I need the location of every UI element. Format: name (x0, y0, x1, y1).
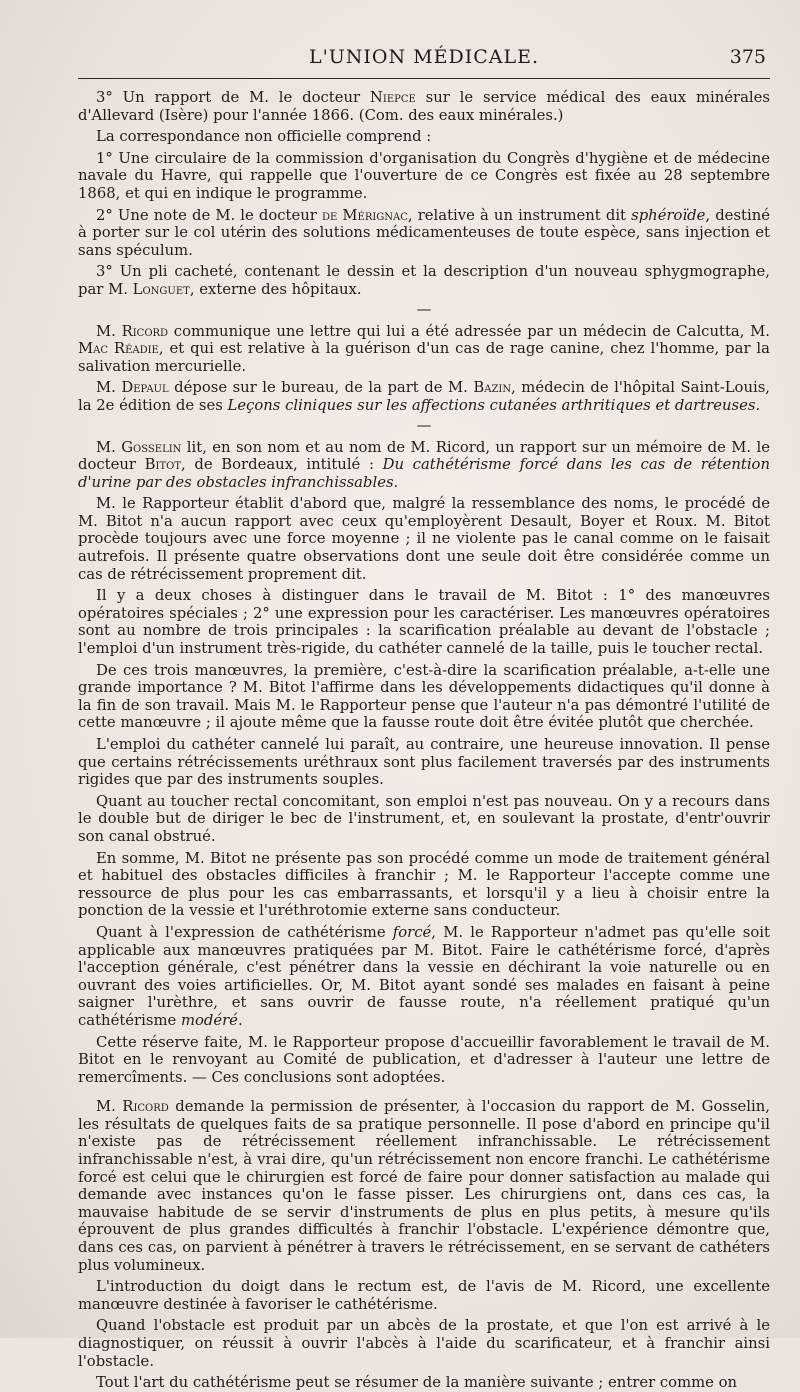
paragraph: Tout l'art du cathétérisme peut se résumer de la manière suivante ; entrer comme on (96, 1374, 738, 1392)
running-header (78, 44, 770, 79)
paragraph: L'introduction du doigt dans le rectum est, de l'avis de M. Ricord, une excellente manœuvre destinée à favoriser le cathétérisme. (78, 1278, 770, 1313)
section-separator: — (416, 300, 432, 318)
paragraph: M. le Rapporteur établit d'abord que, malgré la ressemblance des noms, le procédé de M. Bitot n'a aucun rapport avec ceux qu'employèrent Desault, Boyer et Roux. M. Bitot procède toujours avec une force moyenne ; il ne violente pas le canal comme on le faisait autrefois. Il présente quatre observations dont une seule doit être considérée comme un cas de rétrécissement proprement dit. (78, 495, 770, 583)
paragraph: 2° Une note de M. le docteur de Mérignac, relative à un instrument dit sphéroïde, destiné à porter sur le col utérin des solutions médicamenteuses de toute espèce, sans injection et sans spéculum. (78, 206, 770, 259)
paragraph: M. Ricord demande la permission de présenter, à l'occasion du rapport de M. Gosselin, les résultats de quelques faits de sa pratique personnelle. Il pose d'abord en principe qu'il n'existe pas de rétrécissement réellement infranchissable. Le rétrécissement infranchissable n'est, à vrai dire, qu'un rétrécissement non encore franchi. Le cathétérisme forcé est celui que le chirurgien est forcé de faire pour donner satisfaction au malade qui demande avec instances qu'on le fasse pisser. Les chirurgiens ont, dans ces cas, la mauvaise habitude de se servir d'instruments de plus en plus petits, à mesure qu'ils éprouvent de plus grandes difficultés à franchir l'obstacle. L'expérience démontre que, dans ces cas, on parvient à pénétrer à travers le rétrécissement, en se servant de cathéters plus volumineux. (78, 1098, 770, 1274)
journal-title: L'UNION MÉDICALE. (308, 46, 540, 68)
paragraph: Cette réserve faite, M. le Rapporteur propose d'accueillir favorablement le travail de M. Bitot en le renvoyant au Comité de publication, et d'adresser à l'auteur une lettre de remercîments. — Ces conclusions sont adoptées. (78, 1033, 770, 1086)
paragraph: De ces trois manœuvres, la première, c'est-à-dire la scarification préalable, a-t-elle une grande importance ? M. Bitot l'affirme dans les développements didactiques qu'il donne à la fin de son travail. Mais M. le Rapporteur pense que l'auteur n'a pas démontré l'utilité de cette manœuvre ; il ajoute même que la fausse route doit être évitée plutôt que cherchée. (78, 661, 770, 732)
paragraph: 3° Un rapport de M. le docteur Niepce sur le service médical des eaux minérales d'Allevard (Isère) pour l'année 1866. (Com. des eaux minérales.) (78, 89, 770, 124)
paragraph: Il y a deux choses à distinguer dans le travail de M. Bitot : 1° des manœuvres opératoires spéciales ; 2° une expression pour les caractériser. Les manœuvres opératoires sont au nombre de trois principales : la scarification préalable au devant de l'obstacle ; l'emploi d'un instrument très-rigide, du cathéter cannelé de la taille, puis le toucher rectal. (78, 587, 770, 658)
paragraph: L'emploi du cathéter cannelé lui paraît, au contraire, une heureuse innovation. Il pense que certains rétrécissements uréthraux sont plus facilement traversés par des instruments rigides que par des instruments souples. (78, 736, 770, 789)
paragraph: Quant au toucher rectal concomitant, son emploi n'est pas nouveau. On y a recours dans le double but de diriger le bec de l'instrument, et, en soulevant la prostate, d'entr'ouvrir son canal obstrué. (78, 792, 770, 845)
paragraph: 3° Un pli cacheté, contenant le dessin et la description d'un nouveau sphygmographe, par M. Longuet, externe des hôpitaux. (78, 263, 770, 298)
paragraph: La correspondance non officielle comprend : (96, 128, 432, 146)
paragraph: M. Depaul dépose sur le bureau, de la part de M. Bazin, médecin de l'hôpital Saint-Louis, la 2e édition de ses Leçons cliniques sur les affections cutanées arthritiques et dartreuses. (78, 379, 770, 414)
section-separator: — (416, 416, 432, 434)
paragraph: 1° Une circulaire de la commission d'organisation du Congrès d'hygiène et de médecine navale du Havre, qui rappelle que l'ouverture de ce Congrès est fixée au 28 septembre 1868, et qui en indique le programme. (78, 149, 770, 202)
paragraph: Quand l'obstacle est produit par un abcès de la prostate, et que l'on est arrivé à le diagnostiquer, on réussit à ouvrir l'abcès à l'aide du scarificateur, et à franchir ainsi l'obstacle. (78, 1317, 770, 1370)
page-number: 375 (729, 46, 766, 68)
paragraph: Quant à l'expression de cathétérisme forcé, M. le Rapporteur n'admet pas qu'elle soit applicable aux manœuvres pratiquées par M. Bitot. Faire le cathétérisme forcé, d'après l'acception générale, c'est pénétrer dans la vessie en déchirant la voie naturelle ou en ouvrant des voies artificielles. Or, M. Bitot ayant sondé ses malades en faisant à peine saigner l'urèthre, et sans ouvrir de fausse route, n'a réellement pratiqué qu'un cathétérisme modéré. (78, 923, 770, 1029)
article-body (78, 89, 770, 1392)
paragraph: M. Ricord communique une lettre qui lui a été adressée par un médecin de Calcutta, M. Mac Réadie, et qui est relative à la guérison d'un cas de rage canine, chez l'homme, par la salivation mercurielle. (78, 322, 770, 375)
paragraph: M. Gosselin lit, en son nom et au nom de M. Ricord, un rapport sur un mémoire de M. le docteur Bitot, de Bordeaux, intitulé : Du cathétérisme forcé dans les cas de rétention d'urine par des obstacles infranchissables. (78, 438, 770, 491)
spacer (78, 1090, 770, 1098)
paragraph: En somme, M. Bitot ne présente pas son procédé comme un mode de traitement général et habituel des obstacles difficiles à franchir ; M. le Rapporteur l'accepte comme une ressource de plus pour les cas embarrassants, et lorsqu'il y a lieu à choisir entre la ponction de la vessie et l'uréthrotomie externe sans conducteur. (78, 849, 770, 920)
